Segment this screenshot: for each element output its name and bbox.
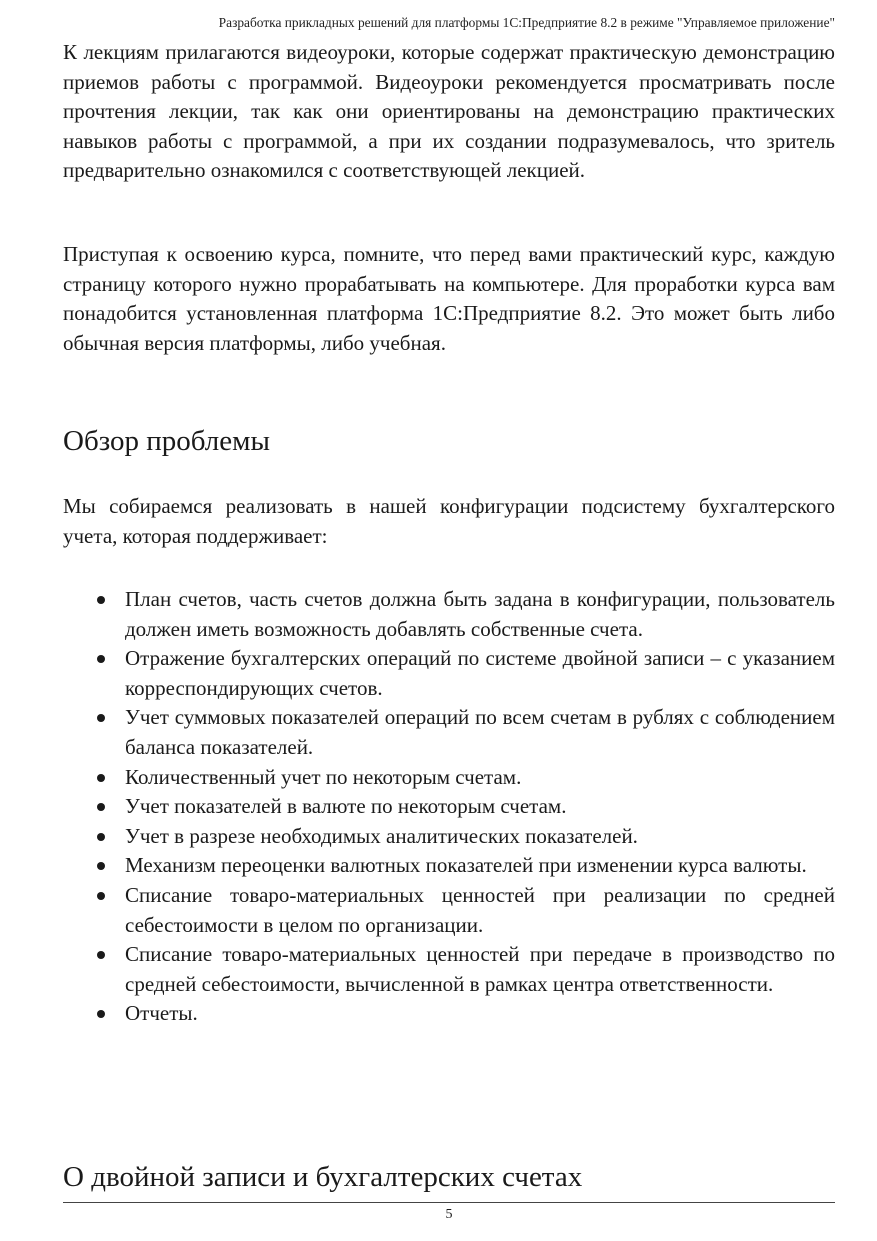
overview-lead-paragraph: Мы собираемся реализовать в нашей конфигурации подсистему бухгалтерского учета, которая поддерживает:: [63, 494, 835, 548]
list-item: [63, 763, 835, 793]
list-item-text: Количественный учет по некоторым счетам.: [125, 764, 522, 789]
list-item: [63, 851, 835, 881]
list-item: [63, 881, 835, 940]
list-item: [63, 792, 835, 822]
bullet-icon: [97, 951, 105, 959]
running-header: Разработка прикладных решений для платформы 1С:Предприятие 8.2 в режиме "Управляемое приложение": [218, 15, 835, 30]
intro-paragraph-requirements: Приступая к освоению курса, помните, что перед вами практический курс, каждую страницу которого нужно прорабатывать на компьютере. Для проработки курса вам понадобится установленная платформа 1С:Предприятие 8.2. Это может быть либо обычная версия платформы, либо учебная.: [63, 242, 835, 355]
bullet-icon: [97, 862, 105, 870]
bullet-icon: [97, 774, 105, 782]
bullet-icon: [97, 892, 105, 900]
list-item: [63, 940, 835, 999]
bullet-icon: [97, 803, 105, 811]
page-number: 5: [445, 1207, 453, 1222]
list-item-text: Отражение бухгалтерских операций по системе двойной записи – с указанием корреспондирующих счетов.: [125, 646, 835, 700]
list-item-text: Учет в разрезе необходимых аналитических показателей.: [125, 823, 638, 848]
list-item: [63, 644, 835, 703]
list-item: [63, 703, 835, 762]
list-item: [63, 999, 835, 1029]
bullet-icon: [97, 596, 105, 604]
list-item: [63, 585, 835, 644]
feature-list: [63, 585, 835, 1029]
intro-paragraph-videos: К лекциям прилагаются видеоуроки, которые содержат практическую демонстрацию приемов работы с программой. Видеоуроки рекомендуется просматривать после прочтения лекции, так как они ориентированы на демонстрацию практических навыков работы с программой, а при их создании подразумевалось, что зритель предварительно ознакомился с соответствующей лекцией.: [63, 40, 835, 183]
footer-divider: [63, 1202, 835, 1203]
list-item-text: Учет суммовых показателей операций по всем счетам в рублях с соблюдением баланса показателей.: [125, 705, 835, 759]
list-item-text: Учет показателей в валюте по некоторым счетам.: [125, 794, 567, 819]
bullet-icon: [97, 833, 105, 841]
section-heading-double-entry: О двойной записи и бухгалтерских счетах: [63, 1161, 583, 1193]
list-item-text: Механизм переоценки валютных показателей при изменении курса валюты.: [125, 853, 807, 878]
document-page: [63, 0, 835, 1241]
bullet-icon: [97, 714, 105, 722]
list-item-text: Списание товаро-материальных ценностей при реализации по средней себестоимости в целом по организации.: [125, 882, 835, 937]
bullet-icon: [97, 655, 105, 663]
list-item-text: Отчеты.: [125, 1001, 198, 1026]
list-item-text: План счетов, часть счетов должна быть задана в конфигурации, пользователь должен иметь возможность добавлять собственные счета.: [125, 587, 835, 641]
bullet-icon: [97, 1010, 105, 1018]
list-item: [63, 822, 835, 852]
section-heading-overview: Обзор проблемы: [63, 425, 270, 457]
list-item-text: Списание товаро-материальных ценностей при передаче в производство по средней себестоимости, вычисленной в рамках центра ответственности.: [125, 942, 835, 996]
